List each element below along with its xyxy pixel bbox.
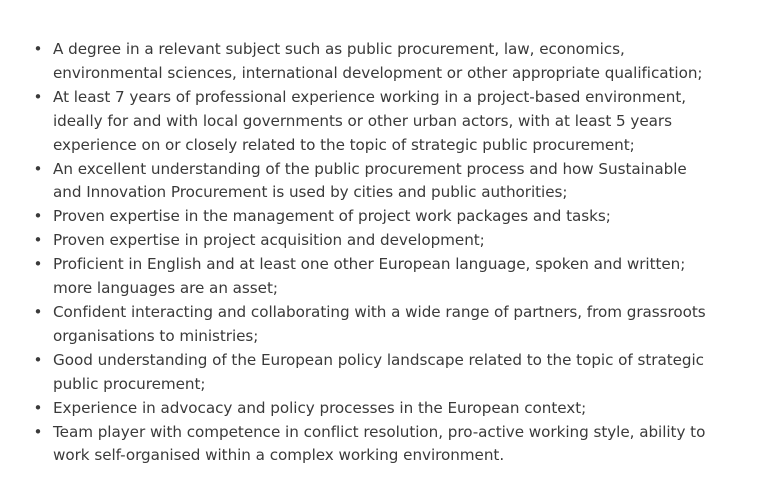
requirement-text-line: work self-organised within a complex working environment. bbox=[53, 446, 505, 465]
requirement-text-line: Team player with competence in conflict resolution, pro-active working style, ability to bbox=[53, 422, 706, 441]
requirements-document bbox=[0, 38, 762, 468]
requirement-text-line: public procurement; bbox=[53, 374, 206, 393]
requirement-text-line: and Innovation Procurement is used by cities and public authorities; bbox=[53, 183, 568, 202]
requirement-item bbox=[0, 86, 762, 158]
requirement-item bbox=[0, 397, 762, 421]
requirement-item bbox=[0, 158, 762, 206]
requirement-text-line: Experience in advocacy and policy processes in the European context; bbox=[53, 398, 587, 417]
requirement-item bbox=[0, 229, 762, 253]
bullet-icon: • bbox=[33, 350, 43, 369]
requirement-text-line: Proven expertise in project acquisition and development; bbox=[53, 231, 485, 250]
requirement-item bbox=[0, 205, 762, 229]
requirements-list bbox=[0, 38, 762, 468]
bullet-icon: • bbox=[33, 207, 43, 226]
bullet-icon: • bbox=[33, 40, 43, 58]
bullet-icon: • bbox=[33, 231, 43, 250]
requirement-text-line: Proven expertise in the management of project work packages and tasks; bbox=[53, 207, 611, 226]
requirement-text-line: A degree in a relevant subject such as public procurement, law, economics, bbox=[53, 40, 625, 58]
bullet-icon: • bbox=[33, 422, 43, 441]
requirement-item bbox=[0, 38, 762, 86]
requirement-text-line: ideally for and with local governments or other urban actors, with at least 5 years bbox=[53, 111, 672, 130]
requirement-text-line: more languages are an asset; bbox=[53, 279, 278, 298]
bullet-icon: • bbox=[33, 87, 43, 106]
requirement-text-line: At least 7 years of professional experience working in a project-based environment, bbox=[53, 87, 687, 106]
requirement-text-line: organisations to ministries; bbox=[53, 326, 259, 345]
requirement-text-line: Good understanding of the European policy landscape related to the topic of strategic bbox=[53, 350, 704, 369]
requirement-text-line: An excellent understanding of the public procurement process and how Sustainable bbox=[53, 159, 687, 178]
requirement-item bbox=[0, 349, 762, 397]
requirement-item bbox=[0, 421, 762, 469]
bullet-icon: • bbox=[33, 302, 43, 321]
requirement-item bbox=[0, 253, 762, 301]
bullet-icon: • bbox=[33, 255, 43, 274]
requirement-text-line: environmental sciences, international development or other appropriate qualification; bbox=[53, 63, 703, 82]
requirement-text-line: experience on or closely related to the topic of strategic public procurement; bbox=[53, 135, 635, 154]
requirement-text-line: Proficient in English and at least one other European language, spoken and written; bbox=[53, 255, 686, 274]
requirement-text-line: Confident interacting and collaborating with a wide range of partners, from grassroots bbox=[53, 302, 706, 321]
bullet-icon: • bbox=[33, 159, 43, 178]
requirement-item bbox=[0, 301, 762, 349]
bullet-icon: • bbox=[33, 398, 43, 417]
